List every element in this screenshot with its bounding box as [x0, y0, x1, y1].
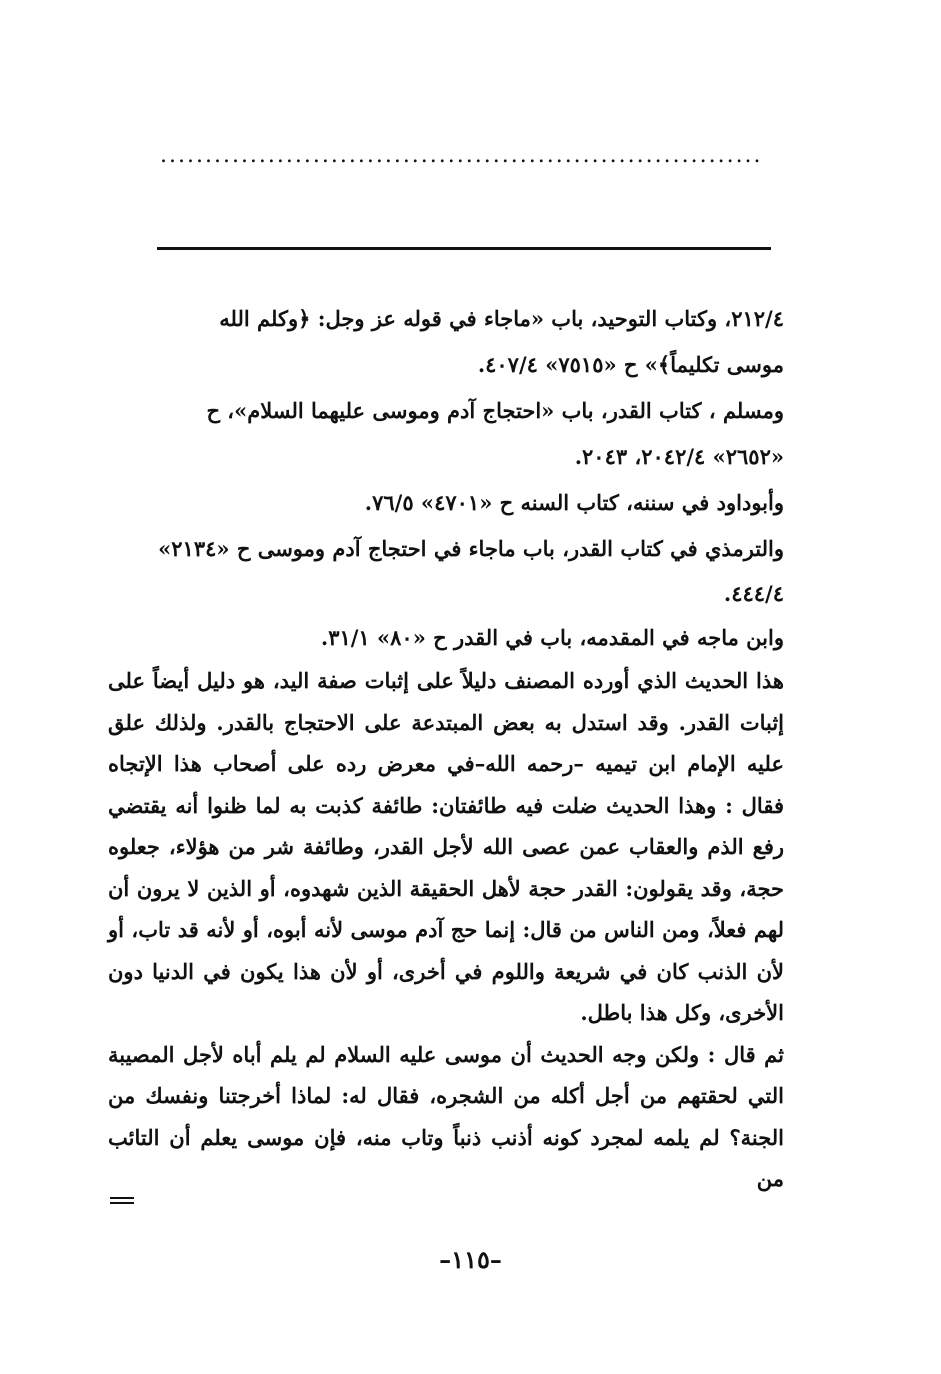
reference-line: وابن ماجه في المقدمه، باب في القدر ح «٨٠» ٣١/١.	[320, 625, 784, 650]
reference-line: وأبوداود في سننه، كتاب السنه ح «٤٧٠١» ٧٦/٥.	[364, 490, 784, 515]
reference-line: ٤٤٤/٤.	[723, 581, 784, 606]
reference-line: موسى تكليماً﴾» ح «٧٥١٥» ٤٠٧/٤.	[477, 352, 784, 377]
text-block	[108, 296, 784, 1200]
body-paragraph: هذا الحديث الذي أورده المصنف دليلاً على إثبات صفة اليد، هو دليل أيضاً على إثبات القدر. وقد استدل به بعض المبتدعة على الاحتجاج بالقدر. ولذلك علق عليه الإمام ابن تيميه –رحمه الله–في معرض رده على أصحاب هذا الإتجاه فقال : وهذا الحديث ضلت فيه طائفتان: طائفة كذبت به لما ظنوا أنه يقتضي رفع الذم والعقاب عمن عصى الله لأجل القدر، وطائفة شر من هؤلاء، جعلوه حجة، وقد يقولون: القدر حجة لأهل الحقيقة الذين شهدوه، أو الذين لا يرون أن لهم فعلاً، ومن الناس من قال: إنما حج آدم موسى لأنه أبوه، أو لأنه قد تاب، أو لأن الذنب كان في شريعة واللوم في أخرى، أو لأن هذا يكون في الدنيا دون الأخرى، وكل هذا باطل.	[108, 668, 784, 1025]
reference-line: «٢٦٥٢» ٢٠٤٢/٤، ٢٠٤٣.	[574, 444, 784, 469]
references-section	[108, 296, 784, 660]
reference-line: ومسلم ، كتاب القدر، باب «احتجاج آدم وموسى عليهما السلام»، ح	[206, 398, 784, 423]
body-paragraph: ثم قال : ولكن وجه الحديث أن موسى عليه السلام لم يلم أباه لأجل المصيبة التي لحقتهم من أجل أكله من الشجره، فقال له: لماذا أخرجتنا ونفسك من الجنة؟ لم يلمه لمجرد كونه أذنب ذنباً وتاب منه، فإن موسى يعلم أن التائب من	[108, 1041, 784, 1191]
reference-line: ٢١٢/٤، وكتاب التوحيد، باب «ماجاء في قوله عز وجل: ﴿وكلم الله	[219, 306, 784, 331]
reference-line: والترمذي في كتاب القدر، باب ماجاء في احتجاج آدم وموسى ح «٢١٣٤»	[158, 536, 784, 561]
dotted-separator: ...................................................................	[160, 146, 763, 166]
page-number: –١١٥–	[439, 1245, 502, 1274]
footnote-rule	[157, 247, 771, 250]
continuation-mark	[110, 1197, 134, 1205]
